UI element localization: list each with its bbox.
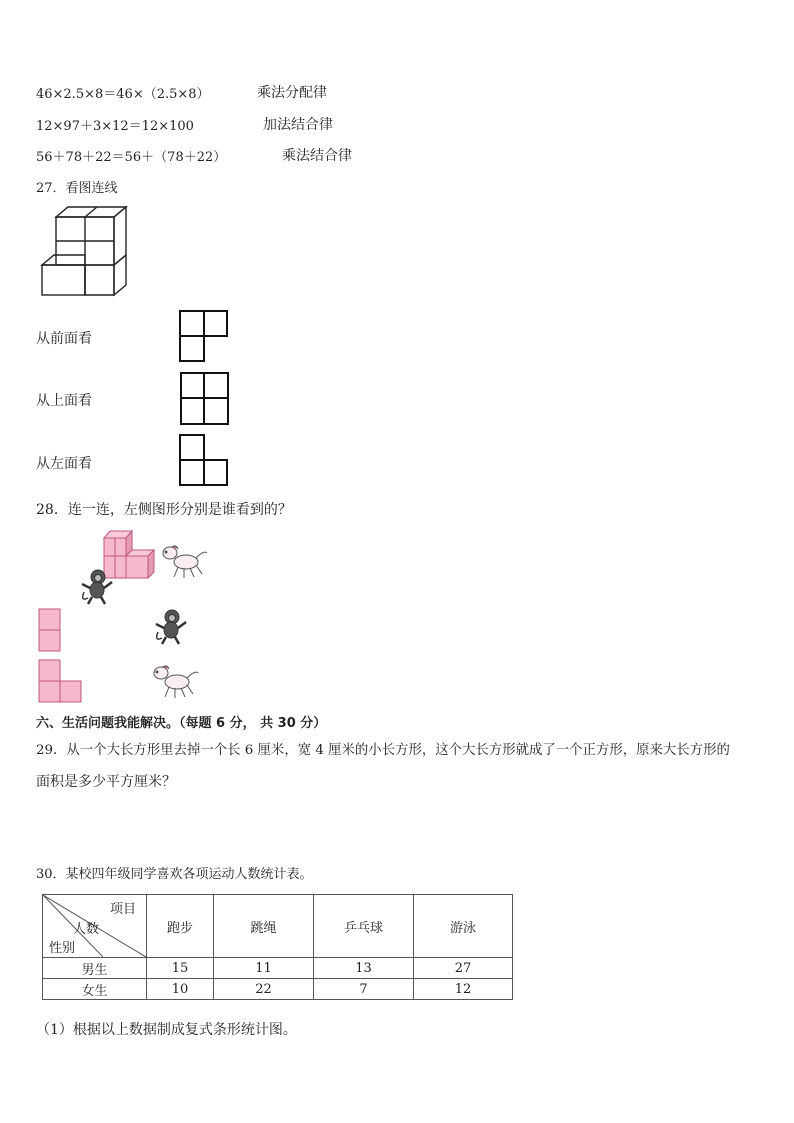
view-shape-b: [179, 371, 231, 427]
monkey-icon: [78, 568, 116, 606]
table-cell: 15: [147, 958, 214, 979]
table-cell: 27: [414, 958, 513, 979]
question-27-title: 27．看图连线: [36, 181, 118, 196]
view-top-label: 从上面看: [36, 393, 92, 409]
corner-label-bottom: 性别: [49, 941, 76, 956]
law-expression: 46×2.5×8＝46×（2.5×8）: [36, 87, 210, 102]
sports-stats-table: [42, 894, 513, 1000]
table-row: [43, 979, 513, 1000]
question-30-sub1: （1）根据以上数据制成复式条形统计图。: [36, 1022, 297, 1038]
law-name: 乘法分配律: [257, 85, 327, 101]
section-6-title: 六、生活问题我能解决。（每题 6 分， 共 30 分）: [36, 716, 327, 731]
table-cell: 10: [147, 979, 214, 1000]
table-cell: 13: [314, 958, 414, 979]
table-corner-cell: [43, 895, 147, 958]
view-shape-c: [178, 433, 230, 487]
law-name: 加法结合律: [263, 117, 333, 133]
cube-stack-figure: [38, 205, 133, 300]
view-shape-a: [178, 309, 230, 363]
question-28-title: 28．连一连，左侧图形分别是谁看到的？: [36, 502, 292, 518]
row-label: 男生: [43, 958, 147, 979]
law-expression: 56＋78＋22＝56＋（78＋22）: [36, 150, 227, 165]
column-header: 跑步: [147, 895, 214, 958]
view-left-label: 从左面看: [36, 456, 92, 472]
table-cell: 12: [414, 979, 513, 1000]
table-cell: 7: [314, 979, 414, 1000]
law-expression: 12×97＋3×12＝12×100: [36, 119, 194, 134]
option-shape-two-squares: [38, 608, 62, 654]
column-header: 乒乓球: [314, 895, 414, 958]
view-front-label: 从前面看: [36, 331, 92, 347]
corner-label-top: 项目: [109, 902, 136, 917]
question-29-line1: 29．从一个大长方形里去掉一个长 6 厘米，宽 4 厘米的小长方形，这个大长方形就成了一个正方形，原来大长方形的: [36, 743, 730, 758]
table-cell: 22: [214, 979, 314, 1000]
table-cell: 11: [214, 958, 314, 979]
dog-icon: [160, 544, 210, 580]
monkey-icon: [152, 608, 190, 646]
corner-label-middle: 人数: [73, 922, 100, 937]
option-shape-l: [38, 659, 84, 705]
table-row: [43, 958, 513, 979]
column-header: 跳绳: [214, 895, 314, 958]
question-29-line2: 面积是多少平方厘米？: [36, 774, 176, 790]
row-label: 女生: [43, 979, 147, 1000]
column-header: 游泳: [414, 895, 513, 958]
law-name: 乘法结合律: [282, 148, 352, 164]
question-30-title: 30．某校四年级同学喜欢各项运动人数统计表。: [36, 867, 313, 882]
dog-icon: [151, 664, 201, 700]
